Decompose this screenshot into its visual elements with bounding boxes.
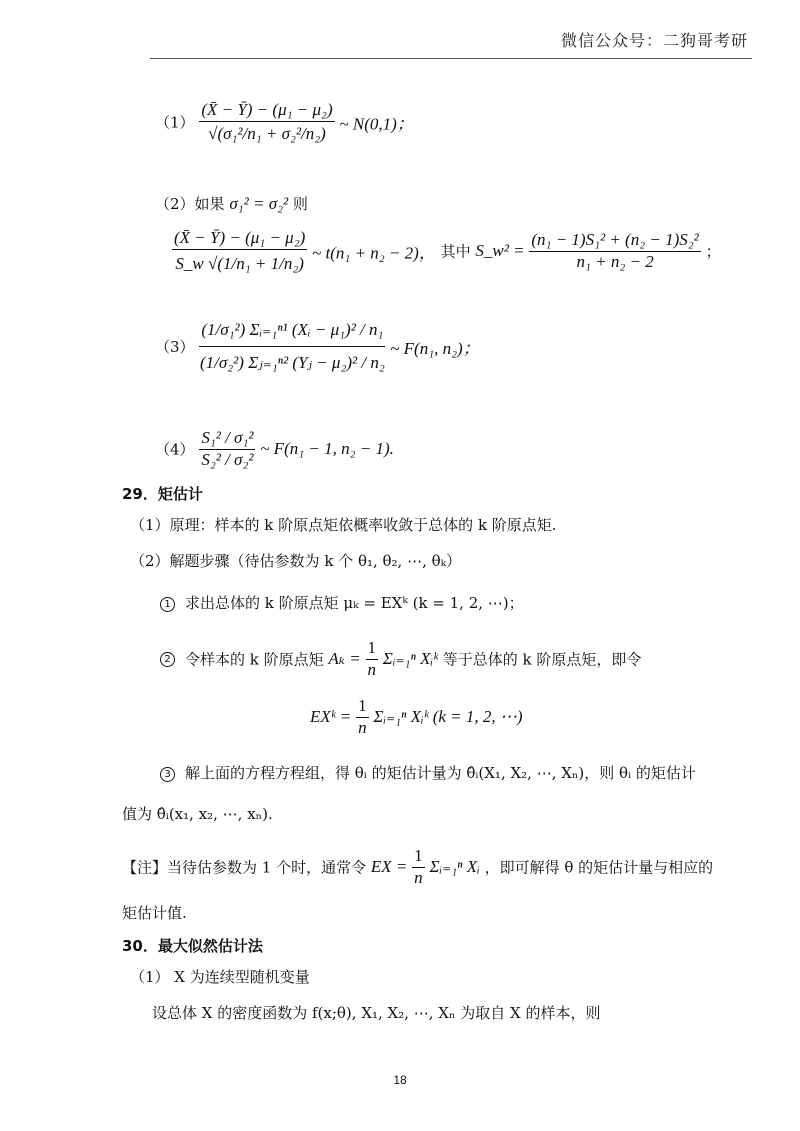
note-text-b: ，即可解得 θ 的矩估计量与相应的	[484, 858, 714, 877]
item-3-label: （3）	[155, 338, 195, 356]
formula-1-denominator: √(σ₁²/n₁ + σ₂²/n₂)	[208, 124, 326, 143]
step-3-text-a: 解上面的方程方程组，得 θᵢ 的矩估计量为 θ̂ᵢ(X₁, X₂, ⋯, Xₙ)，则 θᵢ 的矩估计	[185, 764, 696, 782]
item-2-cond: σ₁² = σ₂²	[229, 194, 289, 213]
note-text-a: 【注】当待估参数为 1 个时，通常令	[122, 858, 367, 877]
note-frac-den: n	[414, 868, 423, 887]
formula-2	[172, 228, 721, 274]
step-3-text-b: 值为 θ̂ᵢ(x₁, x₂, ⋯, xₙ).	[122, 805, 273, 823]
item-4-label: （4）	[155, 440, 195, 459]
section-29-principle: （1）原理：样本的 k 阶原点矩依概率收敛于总体的 k 阶原点矩.	[130, 516, 557, 534]
section-29-title: 29．矩估计	[122, 485, 203, 503]
formula-2-sw-fraction	[529, 230, 700, 272]
equation-fraction	[356, 696, 369, 738]
step-1-text: 求出总体的 k 阶原点矩 μₖ = EXᵏ (k = 1, 2, ⋯)；	[185, 594, 524, 612]
step-2-frac-num: 1	[366, 638, 379, 660]
formula-4-numerator: S₁² / σ₁²	[199, 428, 255, 450]
formula-2-sw-numerator: (n₁ − 1)S₁² + (n₂ − 1)S₂²	[529, 230, 700, 252]
step-3-marker: 3	[160, 767, 175, 782]
formula-2-sw-denominator: n₁ + n₂ − 2	[576, 252, 654, 271]
item-2-condition	[155, 193, 308, 214]
formula-1-rhs: ~ N(0,1)；	[339, 114, 414, 134]
note-text-c: 矩估计值.	[122, 904, 187, 922]
note-frac-num: 1	[412, 846, 425, 868]
formula-1-fraction	[199, 100, 334, 144]
section-30-case1: （1） X 为连续型随机变量	[130, 968, 310, 986]
item-2-then: 则	[292, 195, 308, 213]
equation-moment	[310, 696, 523, 738]
step-2-fraction	[366, 638, 379, 680]
formula-2-fraction	[172, 228, 307, 274]
formula-2-where: 其中	[440, 242, 471, 261]
header-rule	[150, 58, 752, 59]
section-29-steps-intro: （2）解题步骤（待估参数为 k 个 θ₁, θ₂, ⋯, θₖ）	[130, 552, 462, 570]
step-2-sum: Σᵢ₌₁ⁿ Xᵢᵏ	[382, 649, 438, 668]
formula-4-denominator: S₂² / σ₂²	[201, 450, 254, 469]
formula-3-numerator: (1/σ₁²) Σᵢ₌₁ⁿ¹ (Xᵢ − μ₁)² / n₁	[199, 320, 385, 347]
step-2-frac-den: n	[367, 660, 377, 679]
step-1-marker: 1	[160, 597, 175, 612]
section-30-title: 30．最大似然估计法	[122, 937, 263, 955]
equation-frac-den: n	[358, 718, 367, 737]
formula-3	[155, 320, 480, 373]
step-2	[160, 638, 641, 680]
step-1	[160, 592, 524, 613]
formula-3-rhs: ~ F(n₁, n₂)；	[390, 339, 480, 358]
formula-3-fraction	[199, 320, 385, 373]
step-2-Ak: Aₖ =	[328, 649, 361, 668]
item-1-label: （1）	[155, 113, 195, 132]
step-2-marker: 2	[160, 652, 175, 667]
header-account: 微信公众号：二狗哥考研	[560, 31, 748, 50]
step-2-text-a: 令样本的 k 阶原点矩	[185, 650, 324, 669]
formula-2-denominator: S_w √(1/n₁ + 1/n₂)	[175, 254, 304, 273]
formula-1-numerator: (X̄ − Ȳ) − (μ₁ − μ₂)	[199, 100, 334, 122]
formula-3-denominator: (1/σ₂²) Σⱼ₌₁ⁿ² (Yⱼ − μ₂)² / n₂	[199, 353, 385, 372]
equation-frac-num: 1	[356, 696, 369, 718]
step-2-text-b: 等于总体的 k 阶原点矩，即令	[442, 650, 642, 669]
formula-2-rhs: ~ t(n₁ + n₂ − 2)，	[312, 243, 436, 263]
section-30-text: 设总体 X 的密度函数为 f(x;θ), X₁, X₂, ⋯, Xₙ 为取自 X 的样本，则	[152, 1004, 601, 1022]
note-ex: EX =	[370, 857, 408, 876]
equation-rhs: Σᵢ₌₁ⁿ Xᵢᵏ (k = 1, 2, ⋯)	[373, 707, 523, 726]
formula-4	[155, 428, 394, 470]
item-2-label: （2）如果	[155, 195, 225, 213]
formula-4-rhs: ~ F(n₁ − 1, n₂ − 1).	[260, 439, 394, 458]
formula-2-numerator: (X̄ − Ȳ) − (μ₁ − μ₂)	[172, 228, 307, 250]
step-3	[160, 762, 696, 783]
formula-2-sw: S_w² =	[475, 241, 525, 260]
equation-lhs: EXᵏ =	[310, 707, 352, 726]
note	[122, 846, 713, 888]
formula-1	[155, 100, 414, 144]
note-sum: Σᵢ₌₁ⁿ Xᵢ	[429, 857, 480, 876]
formula-2-end: ；	[705, 242, 721, 261]
page-number: 18	[393, 1073, 407, 1087]
formula-4-fraction	[199, 428, 255, 470]
note-fraction	[412, 846, 425, 888]
